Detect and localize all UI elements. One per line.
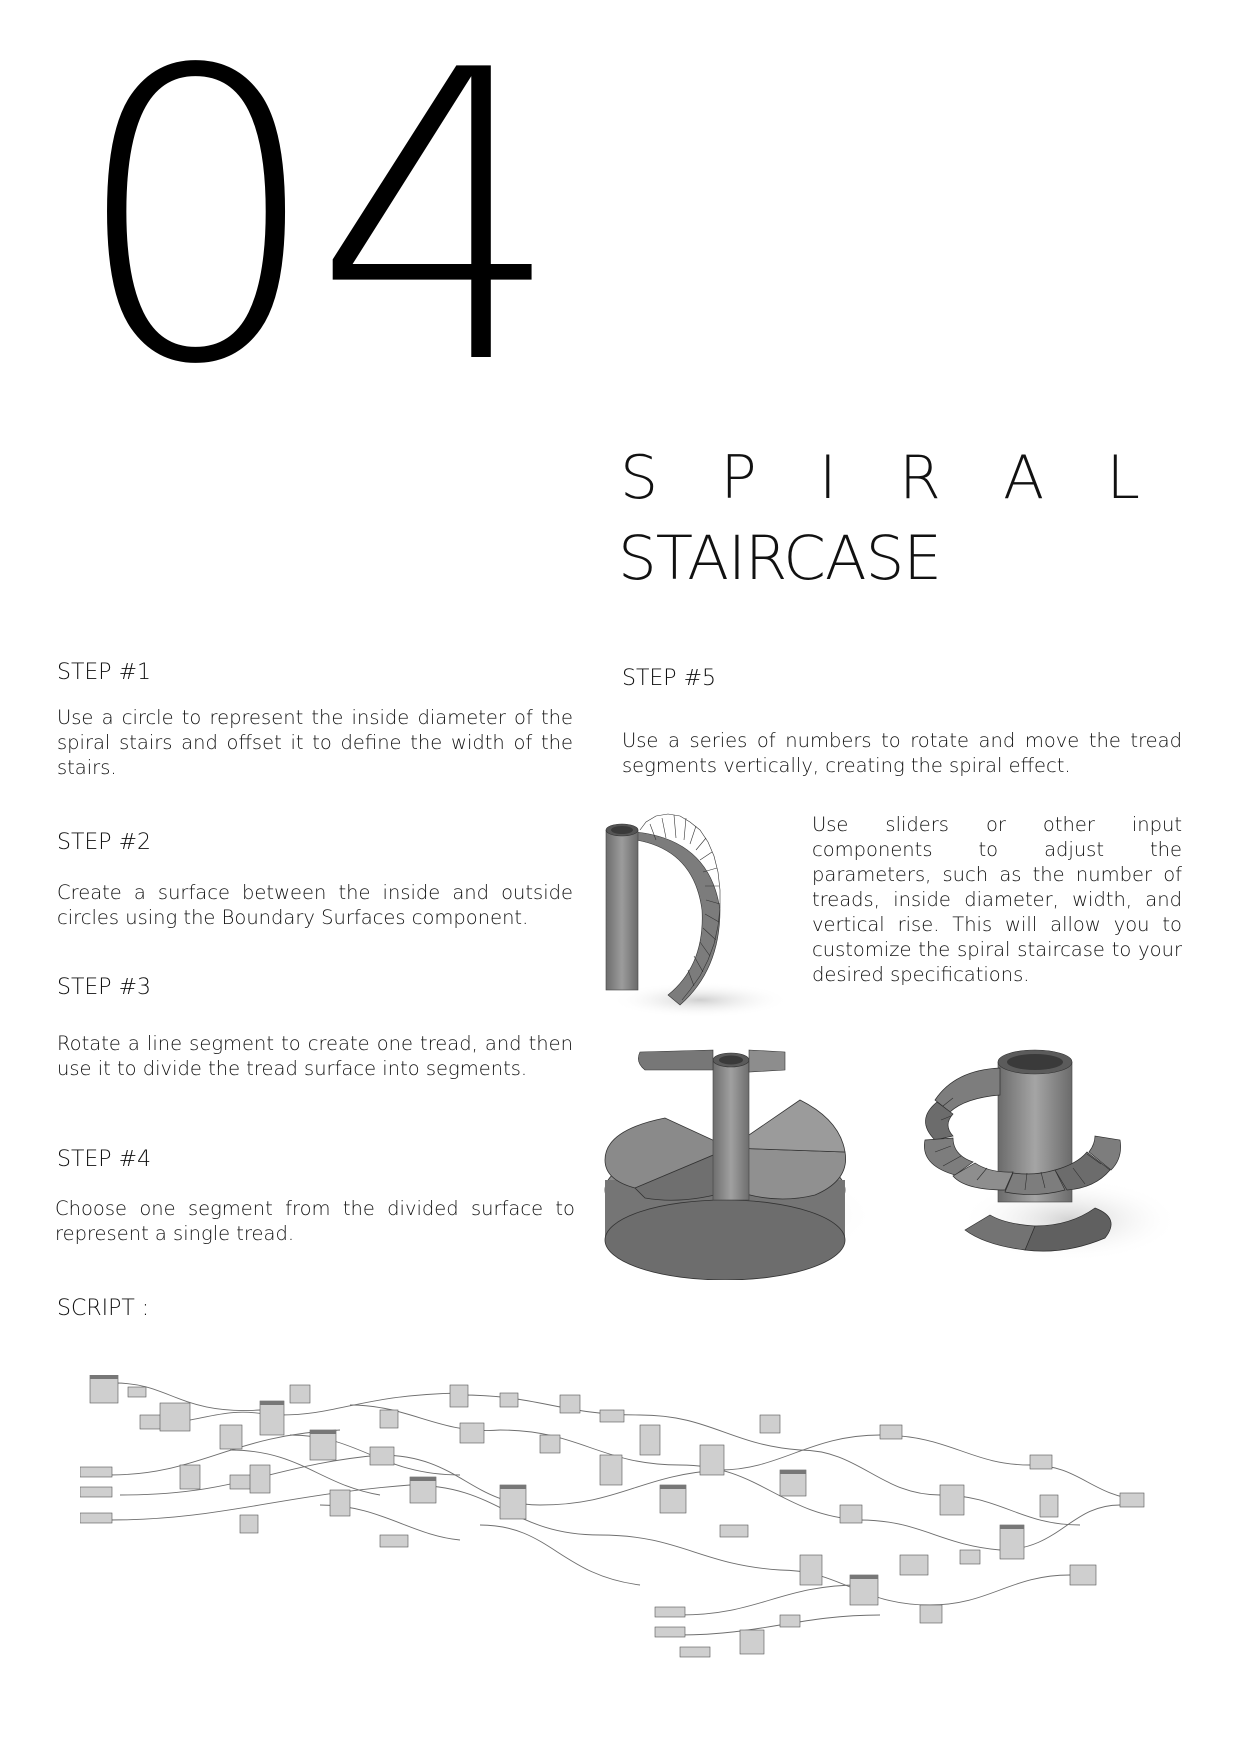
step-4-heading: STEP #4 — [57, 1147, 151, 1172]
title-letter: I — [819, 443, 837, 513]
chapter-number: 04 — [72, 0, 556, 452]
title-letter: R — [899, 443, 941, 513]
step-5-heading: STEP #5 — [622, 666, 716, 691]
sliders-note: Use sliders or other input components to adjust the parameters, such as the number of treads, inside diameter, width, and vertical rise. This will allow you to customize the spiral staircase to your desired specifications. — [812, 813, 1182, 986]
script-label: SCRIPT : — [57, 1296, 150, 1321]
title-letter: L — [1106, 443, 1140, 513]
render-spiral-staircase — [895, 1040, 1185, 1280]
title-spiral — [620, 443, 1140, 513]
title-letter: A — [1003, 443, 1045, 513]
step-1-text: Use a circle to represent the inside diameter of the spiral stairs and offset it to define the width of the stairs. — [57, 706, 573, 779]
render-wedge-treads — [595, 1040, 885, 1280]
step-1-heading: STEP #1 — [57, 660, 151, 685]
step-3-heading: STEP #3 — [57, 975, 151, 1000]
step-4-text: Choose one segment from the divided surface to represent a single tread. — [55, 1197, 575, 1245]
title-staircase: STAIRCASE — [618, 523, 941, 594]
step-5-text: Use a series of numbers to rotate and move the tread segments vertically, creating the spiral effect. — [622, 729, 1182, 777]
title-letter: P — [720, 443, 757, 513]
title-letter: S — [620, 443, 659, 513]
render-tread-fan — [590, 800, 790, 1020]
step-3-text: Rotate a line segment to create one tread, and then use it to divide the tread surface into segments. — [57, 1032, 573, 1080]
step-2-text: Create a surface between the inside and outside circles using the Boundary Surfaces component. — [57, 881, 573, 929]
script-node-graph — [80, 1375, 1160, 1675]
step-2-heading: STEP #2 — [57, 830, 151, 855]
